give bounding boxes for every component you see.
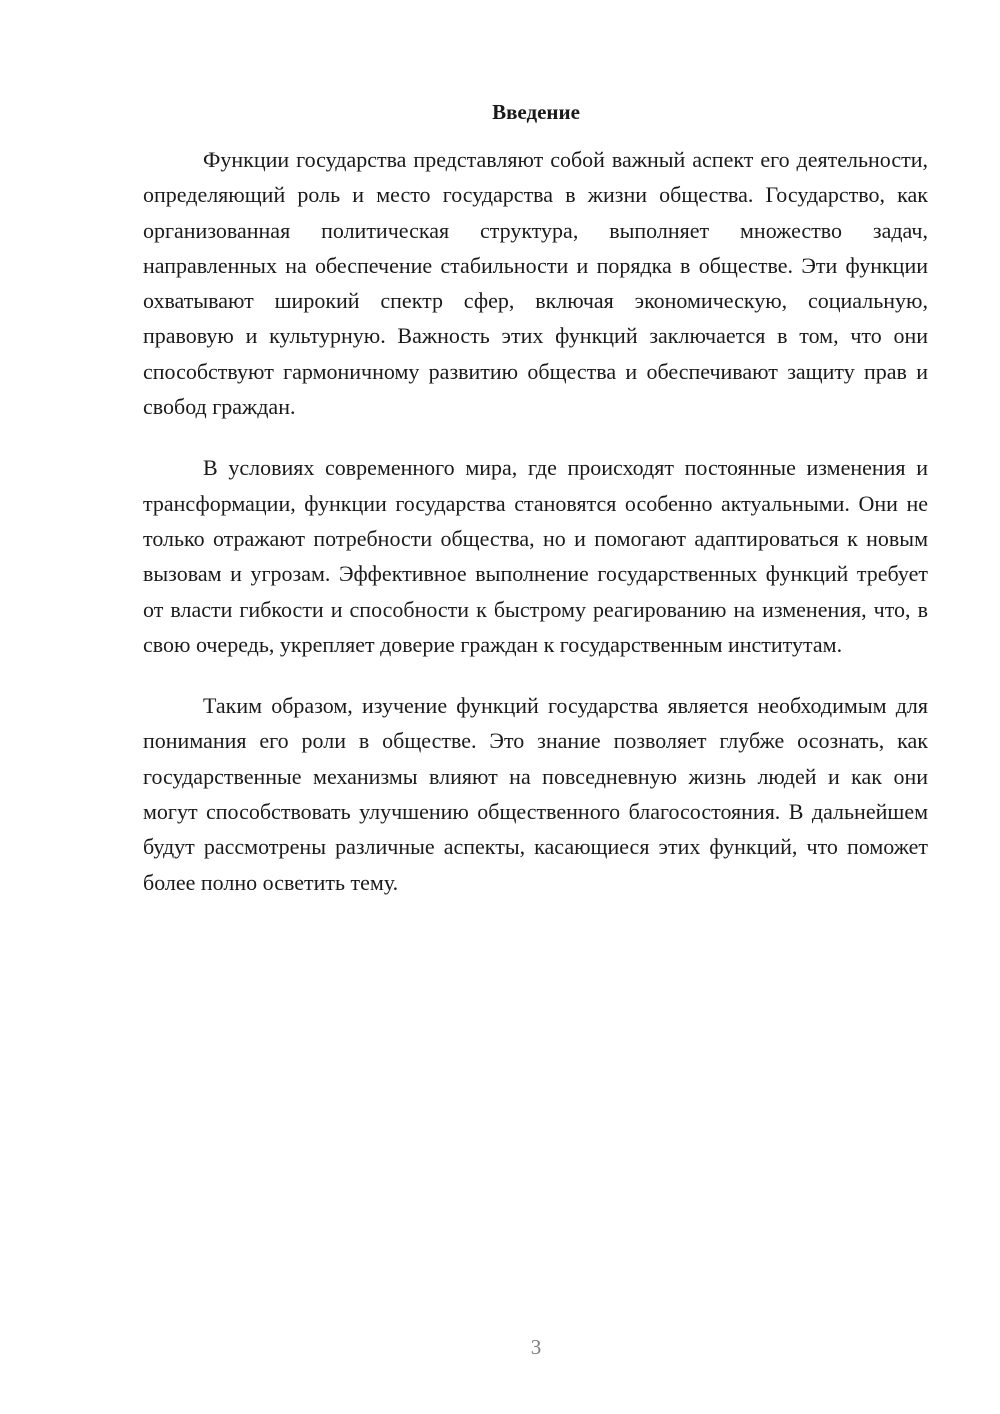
page-title: Введение bbox=[492, 100, 580, 124]
page-number: 3 bbox=[530, 1335, 542, 1359]
paragraph-1: Функции государства представляют собой важный аспект его деятельности, определяющий роль и место государства в жизни общества. Государство, как организованная политическая структура, выполняет множество задач, направленных на обеспечение стабильности и порядка в обществе. Эти функции охватывают широкий спектр сфер, включая экономическую, социальную, правовую и культурную. Важность этих функций заключается в том, что они способствуют гармоничному развитию общества и обеспечивают защиту прав и свобод граждан. bbox=[143, 147, 928, 420]
paragraph-3: Таким образом, изучение функций государства является необходимым для понимания его роли в обществе. Это знание позволяет глубже осознать, как государственные механизмы влияют на повседневную жизнь людей и как они могут способствовать улучшению общественного благосостояния. В дальнейшем будут рассмотрены различные аспекты, касающиеся этих функций, что поможет более полно осветить тему. bbox=[143, 693, 928, 895]
document-body bbox=[143, 142, 928, 926]
paragraph-2: В условиях современного мира, где происходят постоянные изменения и трансформации, функции государства становятся особенно актуальными. Они не только отражают потребности общества, но и помогают адаптироваться к новым вызовам и угрозам. Эффективное выполнение государственных функций требует от власти гибкости и способности к быстрому реагированию на изменения, что, в свою очередь, укрепляет доверие граждан к государственным институтам. bbox=[143, 455, 928, 657]
